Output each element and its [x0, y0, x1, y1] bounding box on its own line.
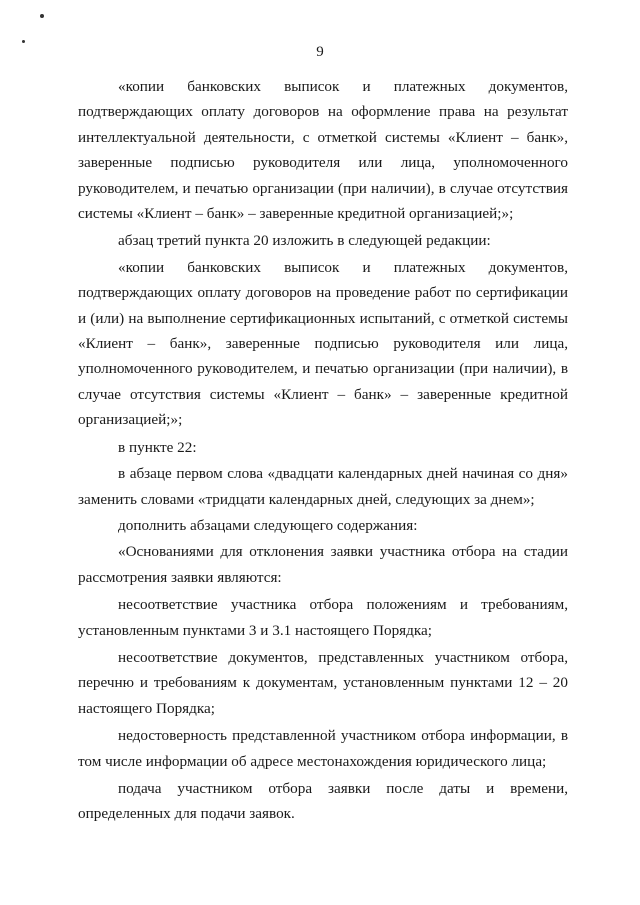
paragraph-ground-late-submission: подача участником отбора заявки после даты и времени, определенных для подачи заявок.: [78, 779, 568, 823]
scan-speck: [40, 14, 44, 18]
paragraph-add-abzats: дополнить абзацами следующего содержания:: [118, 516, 418, 534]
paragraph-rejection-grounds: «Основаниями для отклонения заявки участника отбора на стадии рассмотрения заявки являются:: [78, 543, 568, 586]
paragraph-ground-false-information: недостоверность представленной участником отбора информации, в том числе информации об адресе местонахождения юридического лица;: [78, 727, 568, 770]
page-number: 9: [316, 44, 324, 60]
paragraph-amend-point-20: абзац третий пункта 20 изложить в следующей редакции:: [118, 232, 491, 250]
scan-speck: [22, 40, 25, 43]
paragraph-point-22: в пункте 22:: [118, 438, 197, 456]
paragraph-bank-statements-certification: «копии банковских выписок и платежных документов, подтверждающих оплату договоров на проведение работ по сертификации и (или) на выполнение сертификационных испытаний, с отметкой системы «Клиент – банк», заверенные подписью руководителя или лица, уполномоченного руководителем, и печатью организации (при наличии), в случае отсутствия системы «Клиент – банк» – заверенные кредитной организацией;»;: [78, 258, 568, 429]
paragraph-ground-participant-mismatch: несоответствие участника отбора положениям и требованиям, установленным пунктами 3 и 3.1 настоящего Порядка;: [78, 596, 568, 639]
paragraph-replace-words: в абзаце первом слова «двадцати календарных дней начиная со дня» заменить словами «тридцати календарных дней, следующих за днем»;: [78, 465, 568, 508]
document-body: [78, 74, 568, 827]
paragraph-bank-statements-ip: «копии банковских выписок и платежных документов, подтверждающих оплату договоров на оформление права на результат интеллектуальной деятельности, с отметкой системы «Клиент – банк», заверенные подписью руководителя или лица, уполномоченного руководителем, и печатью организации (при наличии), в случае отсутствия системы «Клиент – банк» – заверенные кредитной организацией;»;: [78, 78, 568, 223]
paragraph-ground-documents-mismatch: несоответствие документов, представленных участником отбора, перечню и требованиям к документам, установленным пунктами 12 – 20 настоящего Порядка;: [78, 648, 568, 717]
